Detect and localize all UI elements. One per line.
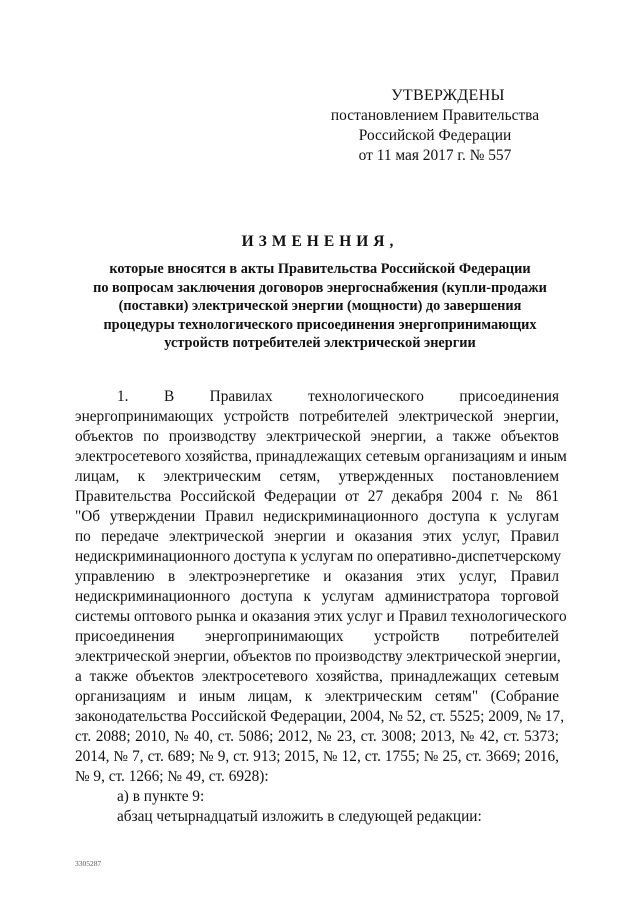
approval-stamp — [330, 86, 540, 166]
body-line-last: № 9, ст. 1266; № 49, ст. 6928): — [75, 768, 269, 785]
body-line: Правительства Российской Федерации от 27 декабря 2004 г. № 861 — [75, 488, 559, 505]
item-a: а) в пункте 9: — [117, 788, 205, 805]
body-line: 2014, № 7, ст. 689; № 9, ст. 913; 2015, № 12, ст. 1755; № 25, ст. 3669; 2016, — [75, 748, 559, 765]
subtitle-line: процедуры технологического присоединения энергопринимающих — [103, 316, 537, 333]
document-title: ИЗМЕНЕНИЯ, — [241, 233, 399, 250]
subtitle-line: (поставки) электрической энергии (мощности) до завершения — [118, 298, 522, 315]
document-body — [75, 387, 567, 827]
subtitle-line: устройств потребителей электрической энергии — [164, 335, 476, 352]
body-line: энергопринимающих устройств потребителей электрической энергии, — [75, 408, 559, 425]
body-line: законодательства Российской Федерации, 2004, № 52, ст. 5525; 2009, № 17, — [75, 708, 565, 725]
body-line: объектов по производству электрической энергии, а также объектов — [75, 428, 559, 445]
approval-line-2: Российской Федерации — [358, 127, 512, 144]
body-line: электросетевого хозяйства, принадлежащих сетевым организациям и иным — [75, 448, 567, 465]
document-subtitle — [70, 260, 570, 353]
body-line: управлению в электроэнергетике и оказания этих услуг, Правил — [75, 568, 559, 585]
body-line: "Об утверждении Правил недискриминационного доступа к услугам — [75, 508, 559, 525]
body-line: 1. В Правилах технологического присоединения — [117, 388, 559, 405]
body-line: недискриминационного доступа к услугам администратора торговой — [75, 588, 559, 605]
subtitle-line: которые вносятся в акты Правительства Российской Федерации — [109, 261, 531, 277]
body-line: лицам, к электрическим сетям, утвержденных постановлением — [75, 468, 559, 485]
body-line: по передаче электрической энергии и оказания этих услуг, Правил — [75, 528, 559, 545]
body-line: ст. 2088; 2010, № 40, ст. 5086; 2012, № 23, ст. 3008; 2013, № 42, ст. 5373; — [75, 728, 559, 745]
footer-code: 3305287 — [75, 859, 102, 868]
body-line: недискриминационного доступа к услугам по оперативно-диспетчерскому — [75, 548, 562, 565]
body-line: присоединения энергопринимающих устройств потребителей — [75, 628, 559, 645]
item-a-text: абзац четырнадцатый изложить в следующей редакции: — [117, 808, 482, 825]
approval-line-1: постановлением Правительства — [330, 107, 540, 124]
approval-line-3: от 11 мая 2017 г. № 557 — [358, 147, 512, 164]
approval-title: УТВЕРЖДЕНЫ — [391, 87, 505, 104]
body-line: системы оптового рынка и оказания этих услуг и Правил технологического — [75, 608, 567, 625]
body-line: электрической энергии, объектов по производству электрической энергии, — [75, 648, 561, 665]
body-line: а также объектов электросетевого хозяйства, принадлежащих сетевым — [75, 668, 559, 685]
subtitle-line: по вопросам заключения договоров энергоснабжения (купли-продажи — [93, 279, 547, 296]
body-line: организациям и иным лицам, к электрическим сетям" (Собрание — [75, 688, 559, 705]
